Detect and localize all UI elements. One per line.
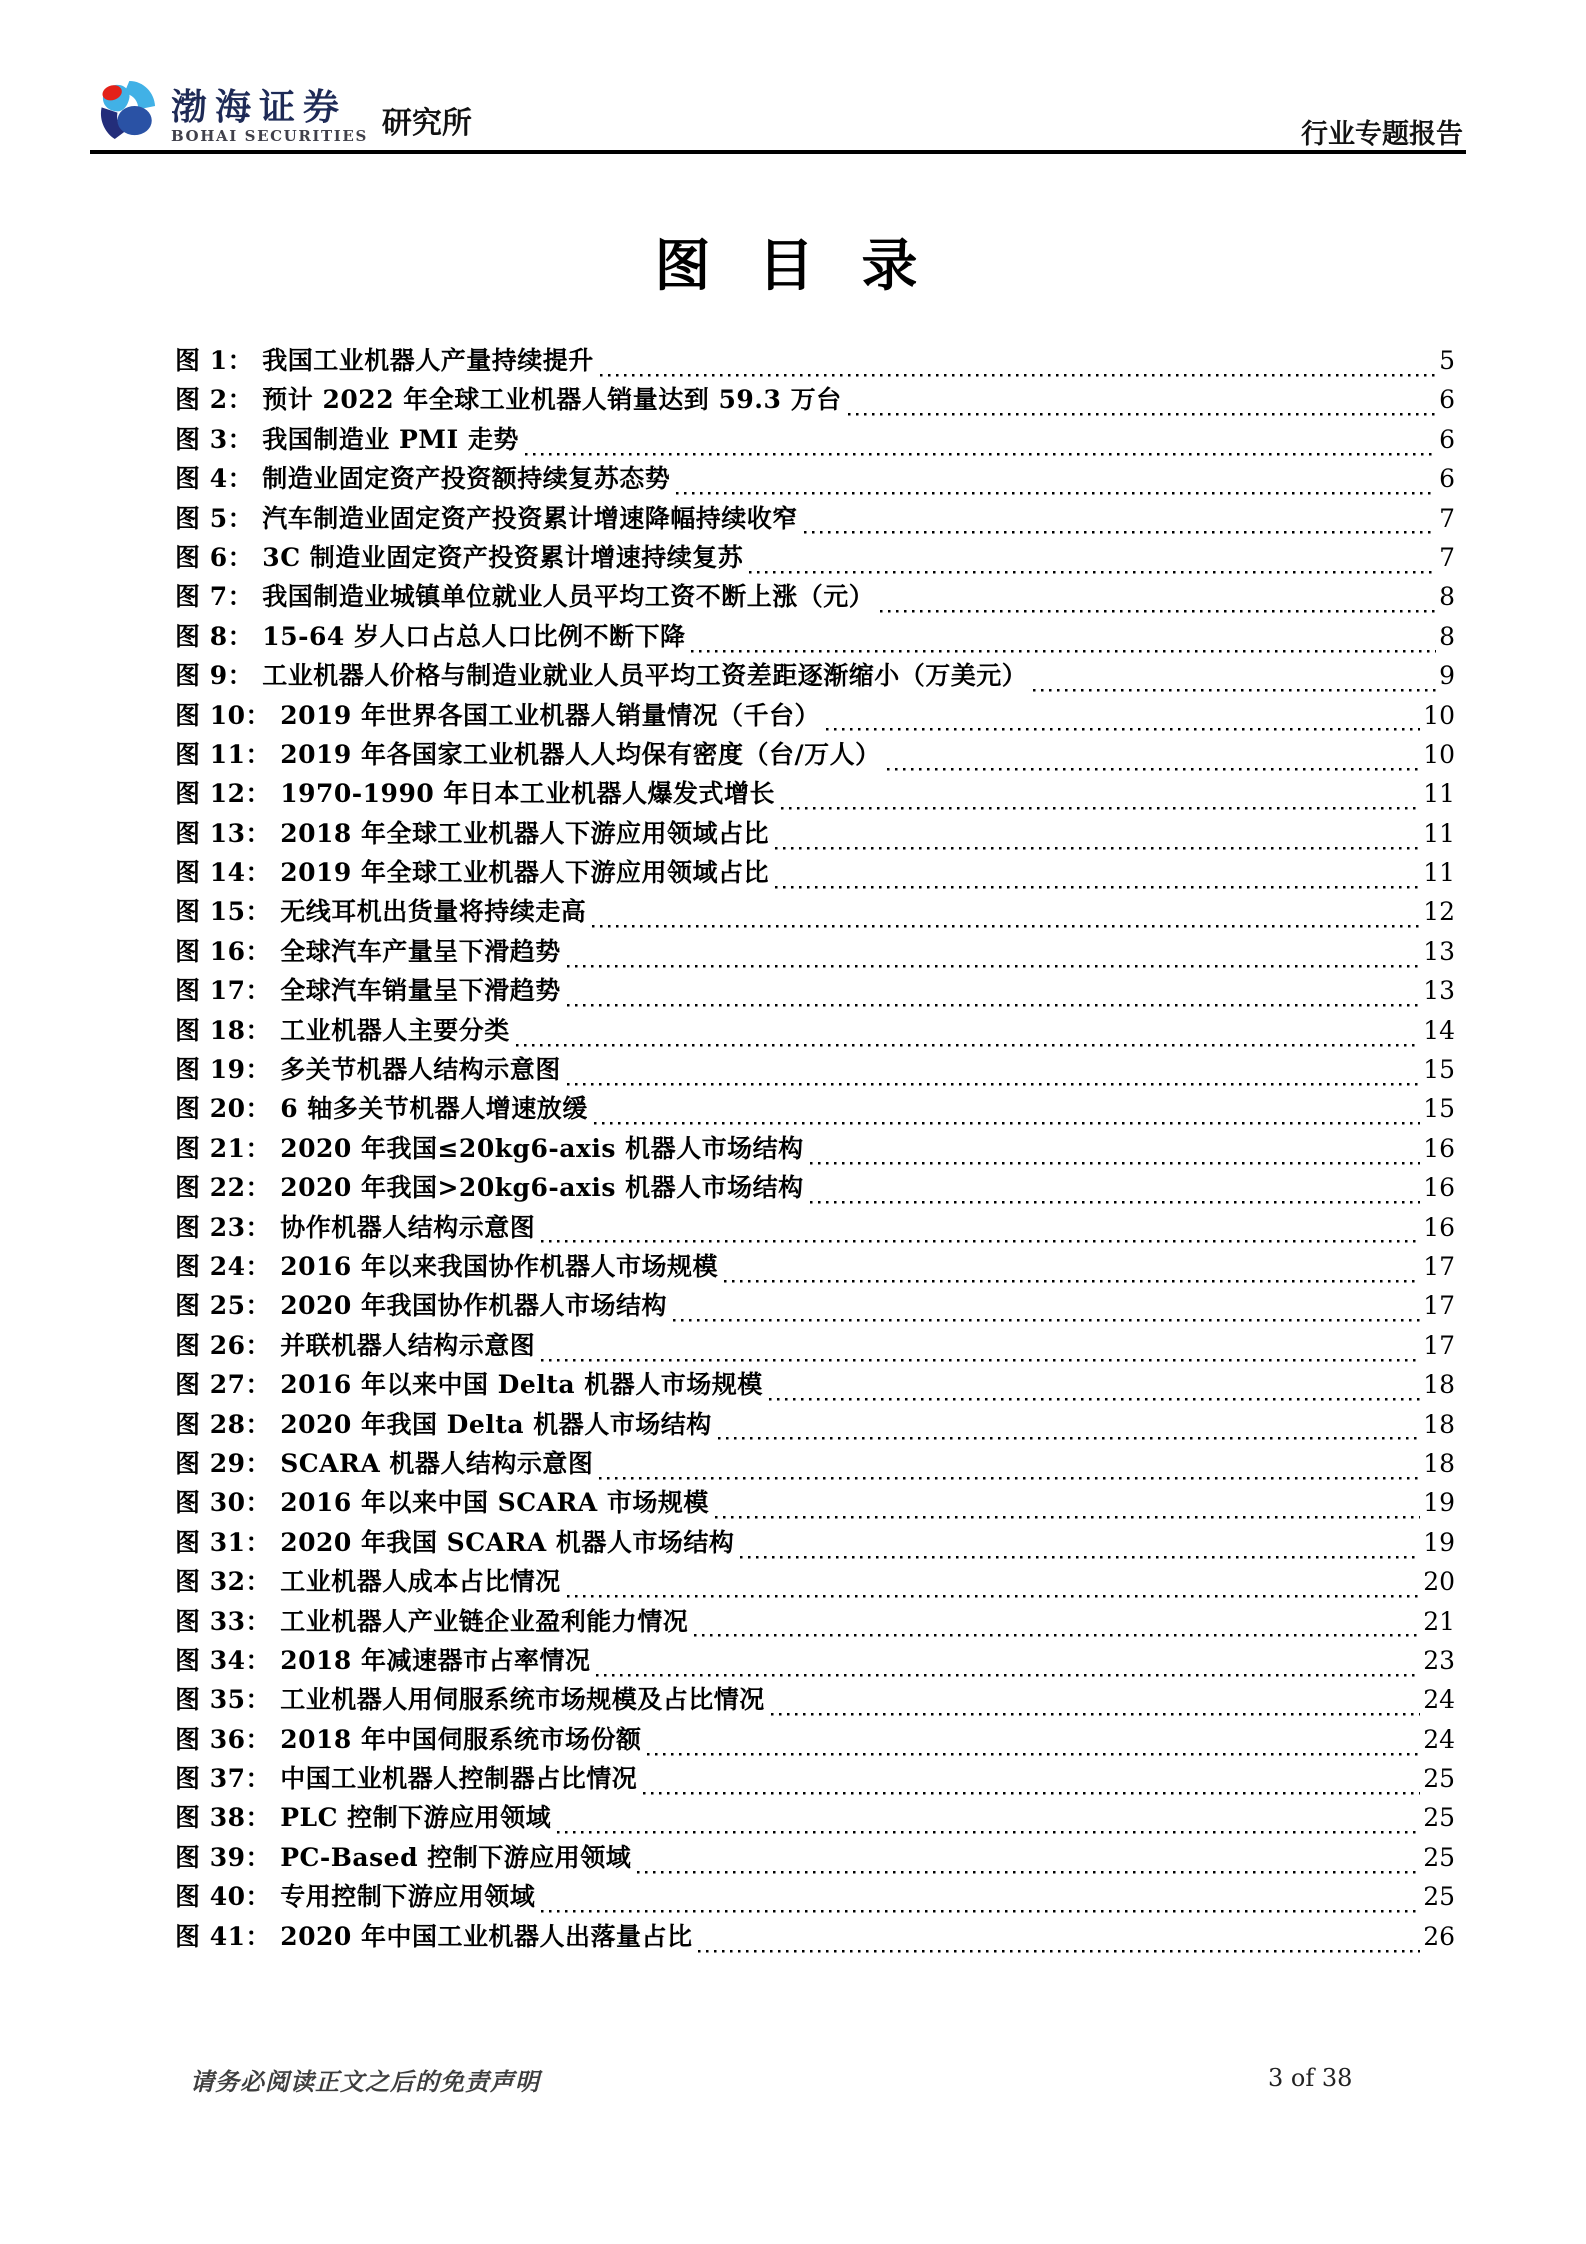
brand-block <box>95 76 472 144</box>
toc-item-page-number[interactable]: 20 <box>1423 1567 1455 1597</box>
toc-item-label[interactable]: 图 41： 2020 年中国工业机器人出落量占比 <box>175 1921 693 1951</box>
toc-item-label[interactable]: 图 29： SCARA 机器人结构示意图 <box>175 1448 594 1478</box>
dotted-leader <box>594 1105 1420 1129</box>
toc-item[interactable] <box>175 696 1455 735</box>
dotted-leader <box>848 396 1437 420</box>
dotted-leader <box>724 1262 1420 1286</box>
toc-item-page-number[interactable]: 25 <box>1423 1882 1455 1912</box>
toc-item[interactable] <box>175 1838 1455 1877</box>
toc-item-label[interactable]: 图 38： PLC 控制下游应用领域 <box>175 1803 552 1833</box>
toc-item[interactable] <box>175 892 1455 931</box>
toc-item[interactable] <box>175 1365 1455 1404</box>
toc-item-label[interactable]: 图 26： 并联机器人结构示意图 <box>175 1330 536 1360</box>
dotted-leader <box>525 435 1436 459</box>
toc-item-label[interactable]: 图 21： 2020 年我国≤20kg6-axis 机器人市场结构 <box>175 1133 804 1163</box>
toc-item-label[interactable]: 图 6： 3C 制造业固定资产投资累计增速持续复苏 <box>175 542 744 572</box>
toc-item[interactable] <box>175 341 1455 380</box>
toc-item-page-number[interactable]: 21 <box>1423 1606 1455 1636</box>
toc-item-label[interactable]: 图 3： 我国制造业 PMI 走势 <box>175 424 519 454</box>
toc-item[interactable] <box>175 814 1455 853</box>
toc-item-page-number[interactable]: 25 <box>1423 1803 1455 1833</box>
toc-item-page-number[interactable]: 17 <box>1423 1251 1455 1281</box>
toc-item-page-number[interactable]: 23 <box>1423 1645 1455 1675</box>
toc-item-label[interactable]: 图 4： 制造业固定资产投资额持续复苏态势 <box>175 464 671 494</box>
toc-item[interactable] <box>175 1089 1455 1128</box>
dotted-leader <box>715 1499 1420 1523</box>
dotted-leader <box>567 947 1420 971</box>
toc-item-page-number[interactable]: 9 <box>1439 661 1455 691</box>
dotted-leader <box>567 1578 1420 1602</box>
toc-item[interactable] <box>175 1798 1455 1837</box>
dotted-leader <box>718 1420 1420 1444</box>
toc-item-label[interactable]: 图 11： 2019 年各国家工业机器人人均保有密度（台/万人） <box>175 739 881 769</box>
dotted-leader <box>516 1026 1420 1050</box>
toc-item-label[interactable]: 图 5： 汽车制造业固定资产投资累计增速降幅持续收窄 <box>175 503 798 533</box>
brand-name-en: BOHAI SECURITIES <box>171 127 368 145</box>
dotted-leader <box>541 1223 1420 1247</box>
dotted-leader <box>599 1459 1420 1483</box>
toc-item-page-number[interactable]: 13 <box>1423 976 1455 1006</box>
dotted-leader <box>749 553 1436 577</box>
toc-item-label[interactable]: 图 31： 2020 年我国 SCARA 机器人市场结构 <box>175 1527 735 1557</box>
dotted-leader <box>596 1656 1420 1680</box>
toc-item-page-number[interactable]: 10 <box>1423 700 1455 730</box>
toc-item-label[interactable]: 图 20： 6 轴多关节机器人增速放缓 <box>175 1094 588 1124</box>
toc-item[interactable] <box>175 932 1455 971</box>
toc-item-label[interactable]: 图 23： 协作机器人结构示意图 <box>175 1212 536 1242</box>
dotted-leader <box>567 1065 1420 1089</box>
dotted-leader <box>880 593 1436 617</box>
dotted-leader <box>804 514 1436 538</box>
toc-item[interactable] <box>175 853 1455 892</box>
toc-item-label[interactable]: 图 7： 我国制造业城镇单位就业人员平均工资不断上涨（元） <box>175 582 875 612</box>
dotted-leader <box>592 908 1420 932</box>
toc-item[interactable] <box>175 1326 1455 1365</box>
toc-item-page-number[interactable]: 18 <box>1423 1409 1455 1439</box>
brand-dept: 研究所 <box>381 106 472 141</box>
toc-item[interactable] <box>175 1562 1455 1601</box>
toc-item[interactable] <box>175 1877 1455 1916</box>
toc-item-label[interactable]: 图 19： 多关节机器人结构示意图 <box>175 1055 561 1085</box>
toc-item-page-number[interactable]: 18 <box>1423 1448 1455 1478</box>
dotted-leader <box>647 1735 1420 1759</box>
toc-item-label[interactable]: 图 9： 工业机器人价格与制造业就业人员平均工资差距逐渐缩小（万美元） <box>175 661 1028 691</box>
toc-item[interactable] <box>175 1720 1455 1759</box>
dotted-leader <box>694 1617 1420 1641</box>
toc-item-page-number[interactable]: 16 <box>1423 1173 1455 1203</box>
toc-item[interactable] <box>175 656 1455 695</box>
toc-item-page-number[interactable]: 6 <box>1439 385 1455 415</box>
toc-item-label[interactable]: 图 30： 2016 年以来中国 SCARA 市场规模 <box>175 1488 709 1518</box>
toc-item-page-number[interactable]: 15 <box>1423 1055 1455 1085</box>
toc-item-page-number[interactable]: 16 <box>1423 1133 1455 1163</box>
toc-item[interactable] <box>175 1050 1455 1089</box>
toc-item[interactable] <box>175 577 1455 616</box>
toc-item[interactable] <box>175 617 1455 656</box>
toc-item[interactable] <box>175 1759 1455 1798</box>
toc-item-page-number[interactable]: 14 <box>1423 1015 1455 1045</box>
toc-item-label[interactable]: 图 1： 我国工业机器人产量持续提升 <box>175 346 594 375</box>
toc-item-page-number[interactable]: 11 <box>1423 818 1455 848</box>
dotted-leader <box>676 475 1436 499</box>
toc-item-page-number[interactable]: 19 <box>1423 1527 1455 1557</box>
dotted-leader <box>541 1341 1420 1365</box>
toc-item-label[interactable]: 图 10： 2019 年世界各国工业机器人销量情况（千台） <box>175 700 820 730</box>
toc-item[interactable] <box>175 1011 1455 1050</box>
toc-item-label[interactable]: 图 25： 2020 年我国协作机器人市场结构 <box>175 1291 667 1321</box>
dotted-leader <box>810 1184 1421 1208</box>
toc-item[interactable] <box>175 1286 1455 1325</box>
toc-item[interactable] <box>175 1641 1455 1680</box>
toc-item[interactable] <box>175 499 1455 538</box>
dotted-leader <box>691 632 1436 656</box>
toc-item-label[interactable]: 图 33： 工业机器人产业链企业盈利能力情况 <box>175 1606 689 1636</box>
toc-item[interactable] <box>175 538 1455 577</box>
footer-disclaimer: 请务必阅读正文之后的免责声明 <box>190 2067 540 2096</box>
toc-item[interactable] <box>175 420 1455 459</box>
dotted-leader <box>771 1696 1420 1720</box>
dotted-leader <box>887 750 1421 774</box>
toc-item-page-number[interactable]: 25 <box>1423 1764 1455 1794</box>
dotted-leader <box>775 868 1420 892</box>
toc-item[interactable] <box>175 1444 1455 1483</box>
toc-item[interactable] <box>175 1129 1455 1168</box>
toc-item-page-number[interactable]: 19 <box>1423 1488 1455 1518</box>
toc-item-page-number[interactable]: 17 <box>1423 1330 1455 1360</box>
toc-item-page-number[interactable]: 10 <box>1423 739 1455 769</box>
bohai-logo-icon <box>95 76 161 144</box>
toc-item[interactable] <box>175 1523 1455 1562</box>
toc-item[interactable] <box>175 1917 1455 1956</box>
dotted-leader <box>557 1814 1420 1838</box>
toc-item[interactable] <box>175 380 1455 419</box>
toc-item-page-number[interactable]: 18 <box>1423 1370 1455 1400</box>
toc-item-page-number[interactable]: 5 <box>1439 346 1455 375</box>
toc-item-label[interactable]: 图 27： 2016 年以来中国 Delta 机器人市场规模 <box>175 1370 763 1400</box>
toc-item-label[interactable]: 图 17： 全球汽车销量呈下滑趋势 <box>175 976 561 1006</box>
toc-item-page-number[interactable]: 16 <box>1423 1212 1455 1242</box>
dotted-leader <box>781 790 1420 814</box>
toc-item-label[interactable]: 图 13： 2018 年全球工业机器人下游应用领域占比 <box>175 818 769 848</box>
dotted-leader <box>810 1144 1421 1168</box>
brand-name-cn: 渤海证券 <box>171 86 348 128</box>
toc-item[interactable] <box>175 1680 1455 1719</box>
toc-item-label[interactable]: 图 28： 2020 年我国 Delta 机器人市场结构 <box>175 1409 712 1439</box>
toc-item-label[interactable]: 图 37： 中国工业机器人控制器占比情况 <box>175 1764 638 1794</box>
toc-item-label[interactable]: 图 24： 2016 年以来我国协作机器人市场规模 <box>175 1251 718 1281</box>
toc-item-label[interactable]: 图 18： 工业机器人主要分类 <box>175 1015 510 1045</box>
footer-page-indicator: 3 of 38 <box>1268 2064 1353 2092</box>
dotted-leader <box>567 987 1420 1011</box>
dotted-leader <box>1033 672 1436 696</box>
toc-item-page-number[interactable]: 26 <box>1423 1921 1455 1951</box>
toc-item-label[interactable]: 图 8： 15-64 岁人口占总人口比例不断下降 <box>175 621 686 651</box>
page-title: 图 目 录 <box>654 233 932 299</box>
dotted-leader <box>769 1381 1420 1405</box>
toc-item-page-number[interactable]: 7 <box>1439 542 1455 572</box>
toc-item[interactable] <box>175 1602 1455 1641</box>
toc-item-label[interactable]: 图 36： 2018 年中国伺服系统市场份额 <box>175 1724 642 1754</box>
toc-item-label[interactable]: 图 12： 1970-1990 年日本工业机器人爆发式增长 <box>175 779 775 809</box>
header-divider <box>90 150 1466 154</box>
toc-item-label[interactable]: 图 39： PC-Based 控制下游应用领域 <box>175 1842 632 1872</box>
dotted-leader <box>826 711 1420 735</box>
toc-item-page-number[interactable]: 13 <box>1423 936 1455 966</box>
toc-item[interactable] <box>175 1247 1455 1286</box>
toc-item-label[interactable]: 图 34： 2018 年减速器市占率情况 <box>175 1645 591 1675</box>
dotted-leader <box>740 1538 1420 1562</box>
toc-item-label[interactable]: 图 16： 全球汽车产量呈下滑趋势 <box>175 936 561 966</box>
toc-item-label[interactable]: 图 22： 2020 年我国>20kg6-axis 机器人市场结构 <box>175 1173 804 1203</box>
toc-item-label[interactable]: 图 32： 工业机器人成本占比情况 <box>175 1567 561 1597</box>
toc-item[interactable] <box>175 1405 1455 1444</box>
toc-item[interactable] <box>175 1208 1455 1247</box>
toc-item[interactable] <box>175 971 1455 1010</box>
toc-item[interactable] <box>175 1168 1455 1207</box>
toc-item-label[interactable]: 图 14： 2019 年全球工业机器人下游应用领域占比 <box>175 858 769 888</box>
toc-item[interactable] <box>175 1483 1455 1522</box>
toc-item-page-number[interactable]: 17 <box>1423 1291 1455 1321</box>
dotted-leader <box>775 829 1420 853</box>
toc-item-page-number[interactable]: 24 <box>1423 1724 1455 1754</box>
toc-item-page-number[interactable]: 11 <box>1423 858 1455 888</box>
toc-item-page-number[interactable]: 6 <box>1439 424 1455 454</box>
dotted-leader <box>600 356 1436 380</box>
toc-item-label[interactable]: 图 40： 专用控制下游应用领域 <box>175 1882 536 1912</box>
toc-list <box>175 341 1455 1956</box>
toc-item[interactable] <box>175 459 1455 498</box>
toc-item-label[interactable]: 图 2： 预计 2022 年全球工业机器人销量达到 59.3 万台 <box>175 385 842 415</box>
page-header <box>0 0 1586 156</box>
toc-item-page-number[interactable]: 11 <box>1423 779 1455 809</box>
toc-item-page-number[interactable]: 24 <box>1423 1685 1455 1715</box>
dotted-leader <box>637 1853 1420 1877</box>
toc-item-page-number[interactable]: 15 <box>1423 1094 1455 1124</box>
toc-item-page-number[interactable]: 25 <box>1423 1842 1455 1872</box>
toc-item-page-number[interactable]: 6 <box>1439 464 1455 494</box>
toc-item-page-number[interactable]: 12 <box>1423 897 1455 927</box>
toc-item-label[interactable]: 图 15： 无线耳机出货量将持续走高 <box>175 897 587 927</box>
dotted-leader <box>698 1932 1420 1956</box>
brand-text <box>171 86 368 145</box>
toc-item[interactable] <box>175 774 1455 813</box>
toc-item[interactable] <box>175 735 1455 774</box>
dotted-leader <box>643 1774 1420 1798</box>
dotted-leader <box>541 1893 1420 1917</box>
toc-item-page-number[interactable]: 8 <box>1439 621 1455 651</box>
report-type-label: 行业专题报告 <box>1301 119 1463 150</box>
toc-item-label[interactable]: 图 35： 工业机器人用伺服系统市场规模及占比情况 <box>175 1685 765 1715</box>
dotted-leader <box>673 1302 1420 1326</box>
toc-item-page-number[interactable]: 7 <box>1439 503 1455 533</box>
toc-item-page-number[interactable]: 8 <box>1439 582 1455 612</box>
